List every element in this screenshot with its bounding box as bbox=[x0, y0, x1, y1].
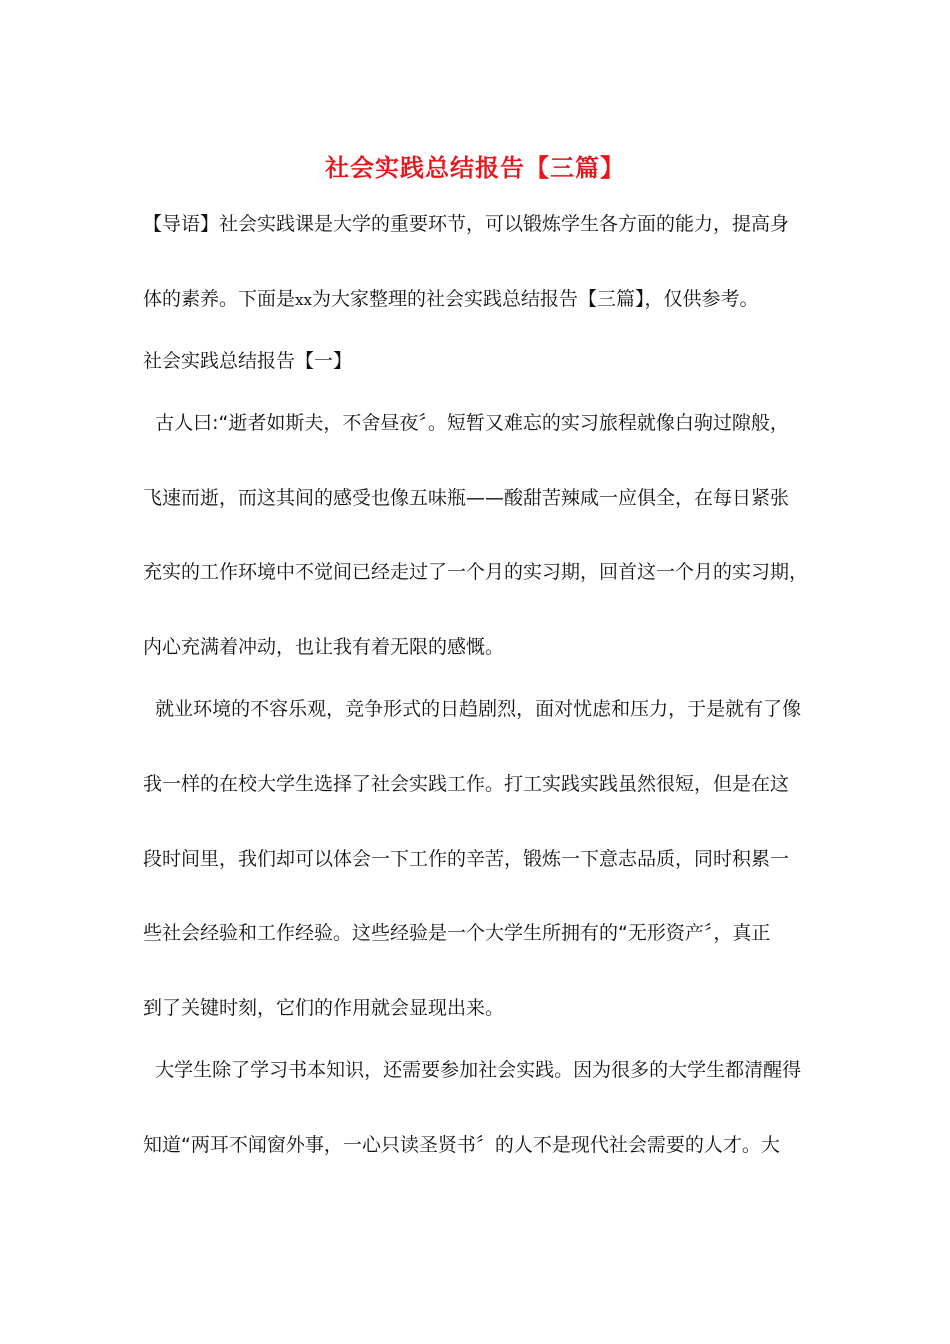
paragraph-1-line-4: 内心充满着冲动，也让我有着无限的感慨。 bbox=[143, 636, 505, 658]
section-heading: 社会实践总结报告【一】 bbox=[143, 350, 353, 372]
document-title: 社会实践总结报告【三篇】 bbox=[325, 153, 625, 182]
paragraph-1-line-1: 古人曰:“逝者如斯夫，不舍昼夜〞。短暂又难忘的实习旅程就像白驹过隙般， bbox=[143, 412, 789, 434]
paragraph-2-line-3: 段时间里，我们却可以体会一下工作的辛苦，锻炼一下意志品质，同时积累一 bbox=[143, 848, 790, 870]
paragraph-2-line-4: 些社会经验和工作经验。这些经验是一个大学生所拥有的“无形资产〞，真正 bbox=[143, 922, 771, 944]
intro-line-1: 【导语】社会实践课是大学的重要环节，可以锻炼学生各方面的能力，提高身 bbox=[143, 213, 790, 235]
intro-line-2-end: 为大家整理的社会实践总结报告【三篇】，仅供参考。 bbox=[311, 288, 759, 310]
paragraph-2-line-1: 就业环境的不容乐观，竞争形式的日趋剧烈，面对忧虑和压力，于是就有了像 bbox=[143, 698, 802, 720]
paragraph-3-line-1: 大学生除了学习书本知识，还需要参加社会实践。因为很多的大学生都清醒得 bbox=[143, 1059, 802, 1081]
intro-line-2 bbox=[143, 286, 823, 313]
paragraph-2-line-2: 我一样的在校大学生选择了社会实践工作。打工实践实践虽然很短，但是在这 bbox=[143, 773, 790, 795]
paragraph-3-line-2: 知道“两耳不闻窗外事，一心只读圣贤书〞的人不是现代社会需要的人才。大 bbox=[143, 1134, 780, 1156]
paragraph-1-line-2: 飞速而逝，而这其间的感受也像五味瓶——酸甜苦辣咸一应俱全，在每日紧张 bbox=[143, 487, 790, 509]
paragraph-1-line-3: 充实的工作环境中不觉间已经走过了一个月的实习期，回首这一个月的实习期， bbox=[143, 561, 809, 583]
paragraph-2-line-5: 到了关键时刻，它们的作用就会显现出来。 bbox=[143, 997, 505, 1019]
intro-line-2-start: 体的素养。下面是 bbox=[143, 288, 296, 310]
intro-placeholder-xx: xx bbox=[295, 291, 312, 309]
